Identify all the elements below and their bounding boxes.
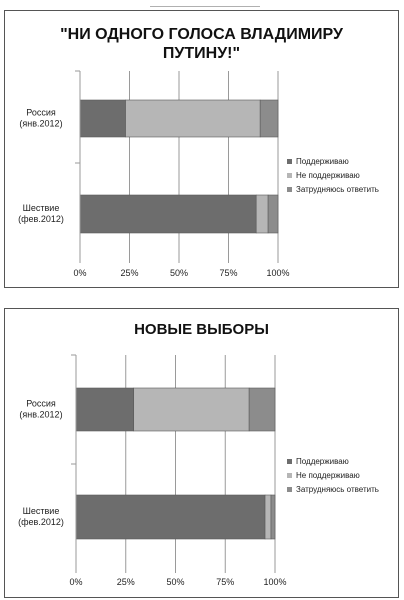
bar-segment — [76, 495, 265, 539]
x-tick-label: 50% — [166, 577, 185, 587]
bar-segment — [268, 195, 278, 233]
chart-title: НОВЫЕ ВЫБОРЫ — [134, 321, 269, 338]
category-label: Шествие (фев.2012) — [18, 203, 64, 224]
chart-panel-new-elections — [4, 308, 399, 598]
chart-plot-area — [5, 11, 400, 289]
legend-swatch — [287, 487, 292, 492]
bar-segment — [126, 100, 261, 137]
bar-segment — [76, 388, 134, 431]
bar-segment — [256, 195, 268, 233]
chart-plot-area — [5, 309, 400, 599]
legend-swatch — [287, 187, 292, 192]
x-tick-label: 25% — [120, 268, 139, 278]
x-tick-label: 75% — [216, 577, 235, 587]
legend-swatch — [287, 173, 292, 178]
bar-segment — [260, 100, 278, 137]
top-edge-line — [150, 0, 260, 7]
x-tick-label: 25% — [116, 577, 135, 587]
legend-swatch — [287, 459, 292, 464]
legend-swatch — [287, 159, 292, 164]
x-tick-label: 0% — [73, 268, 87, 278]
category-label: Шествие (фев.2012) — [18, 506, 64, 527]
chart-title: "НИ ОДНОГО ГОЛОСА ВЛАДИМИРУ ПУТИНУ!" — [60, 26, 343, 63]
category-label: Россия (янв.2012) — [19, 107, 63, 129]
bar-segment — [80, 195, 256, 233]
legend-label: Не поддерживаю — [296, 471, 360, 480]
bar-segment — [249, 388, 275, 431]
x-tick-label: 0% — [69, 577, 83, 587]
x-tick-label: 50% — [169, 268, 189, 278]
legend-swatch — [287, 473, 292, 478]
bar-segment — [271, 495, 275, 539]
legend-label: Затрудняюсь ответить — [296, 485, 379, 494]
category-label: Россия (янв.2012) — [19, 398, 63, 420]
chart-panel-no-vote-putin — [4, 10, 399, 288]
bar-segment — [134, 388, 249, 431]
bar-segment — [80, 100, 126, 137]
legend-label: Затрудняюсь ответить — [296, 185, 379, 194]
bar-segment — [265, 495, 271, 539]
legend-label: Не поддерживаю — [296, 171, 360, 180]
x-tick-label: 100% — [266, 268, 290, 278]
x-tick-label: 75% — [219, 268, 238, 278]
legend-label: Поддерживаю — [296, 457, 349, 466]
x-tick-label: 100% — [263, 577, 287, 587]
legend-label: Поддерживаю — [296, 157, 349, 166]
